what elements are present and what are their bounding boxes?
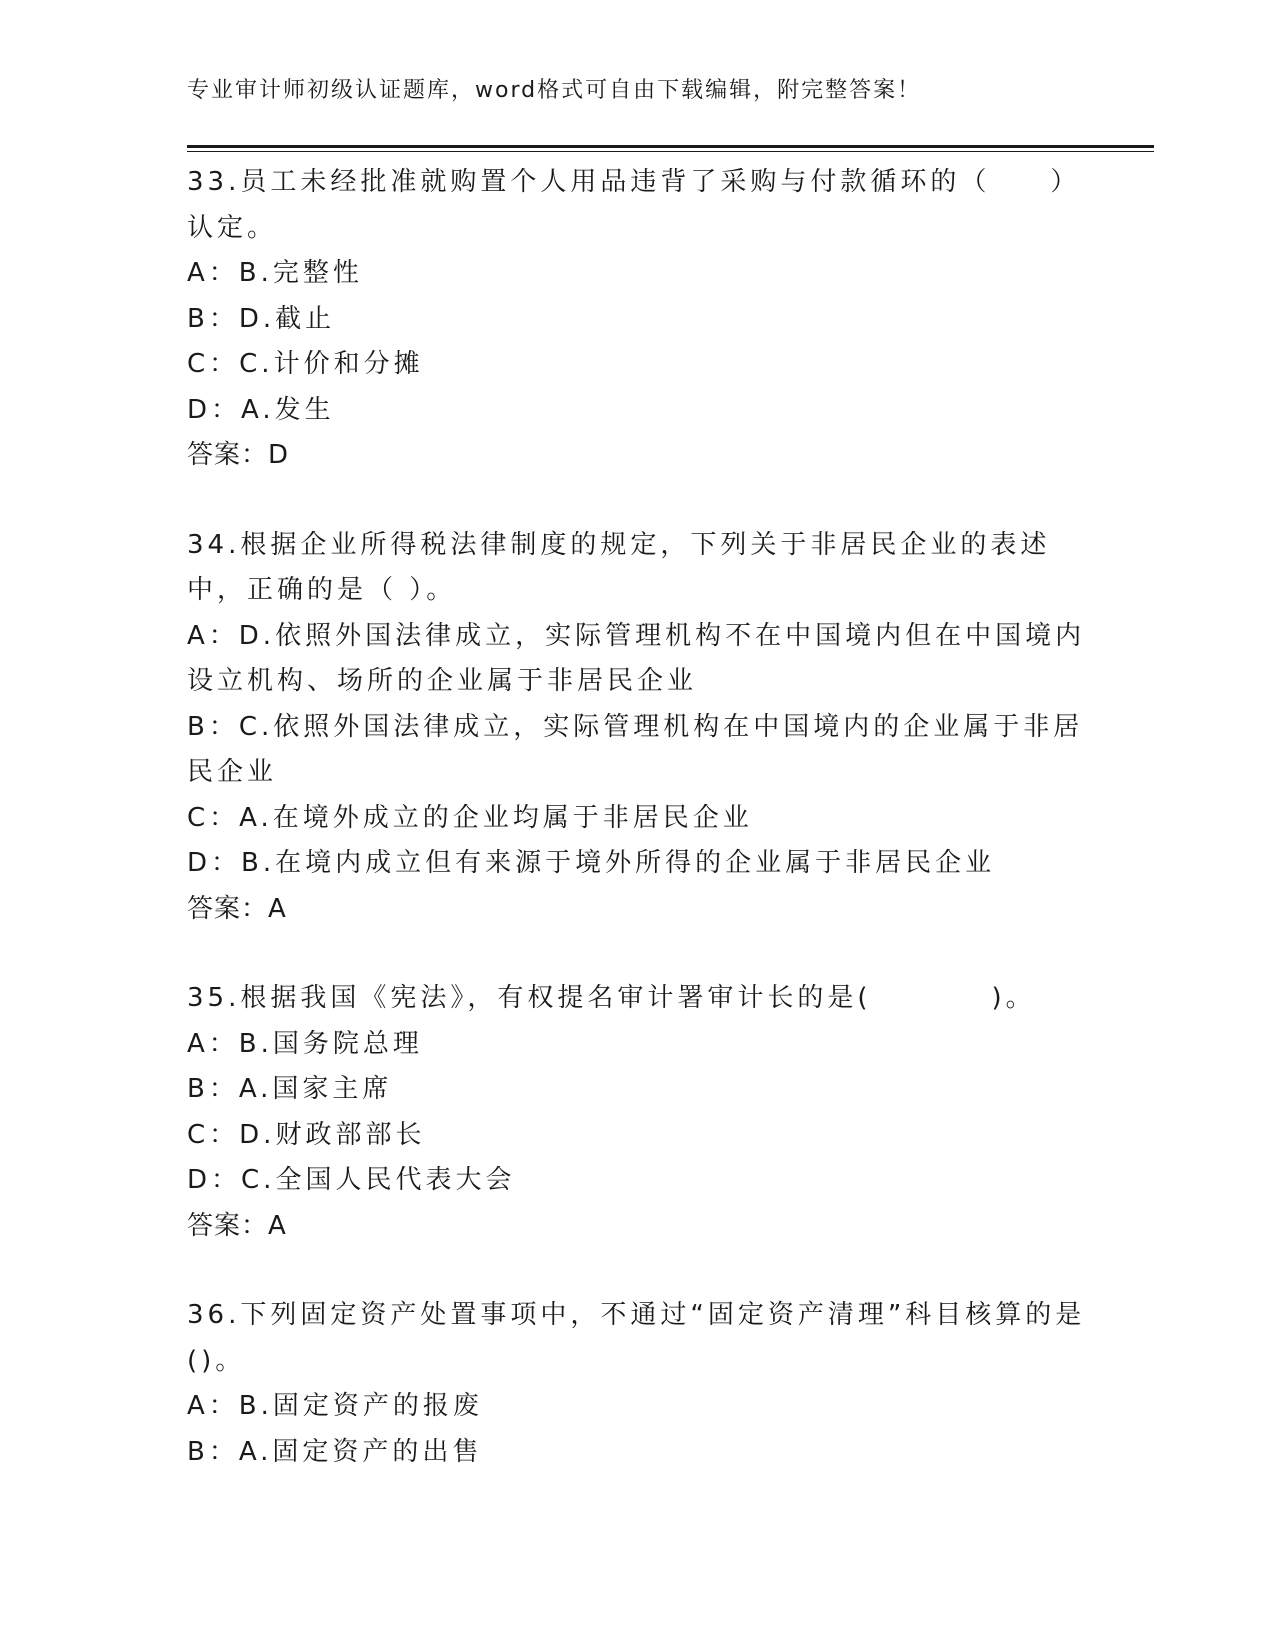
option-c: C：D.财政部部长 <box>187 1119 426 1150</box>
question-text: 33.员工未经批准就购置个人用品违背了采购与付款循环的（ ）认定。 <box>187 167 1081 243</box>
option-b: B：C.依照外国法律成立，实际管理机构在中国境内的企业属于非居民企业 <box>187 711 1084 787</box>
question-text: 35.根据我国《宪法》，有权提名审计署审计长的是( )。 <box>187 983 1036 1013</box>
option-d: D：A.发生 <box>187 394 335 425</box>
question-36 <box>187 1293 1087 1475</box>
option-a: A：B.固定资产的报废 <box>187 1391 483 1421</box>
option-c: C：C.计价和分摊 <box>187 349 424 379</box>
question-35 <box>187 976 1087 1249</box>
option-c: C：A.在境外成立的企业均属于非居民企业 <box>187 802 753 833</box>
page-header: 专业审计师初级认证题库，word格式可自由下载编辑，附完整答案！ <box>187 78 922 103</box>
header-rule-thick <box>187 145 1154 148</box>
question-text: 34.根据企业所得税法律制度的规定，下列关于非居民企业的表述中，正确的是（ ）。 <box>187 529 1051 605</box>
option-b: B：D.截止 <box>187 303 336 334</box>
question-33 <box>187 160 1087 479</box>
question-34 <box>187 523 1087 933</box>
answer: 答案：A <box>187 893 287 924</box>
option-b: B：A.固定资产的出售 <box>187 1436 483 1467</box>
answer: 答案：D <box>187 440 290 470</box>
option-b: B：A.国家主席 <box>187 1074 393 1104</box>
question-text: 36.下列固定资产处置事项中，不通过“固定资产清理”科目核算的是()。 <box>187 1300 1086 1376</box>
header-rule-thin <box>187 151 1154 152</box>
option-a: A：D.依照外国法律成立，实际管理机构不在中国境内但在中国境内设立机构、场所的企业属于非居民企业 <box>187 620 1086 696</box>
option-a: A：B.国务院总理 <box>187 1028 423 1059</box>
option-d: D：C.全国人民代表大会 <box>187 1165 516 1195</box>
answer: 答案：A <box>187 1210 287 1241</box>
question-list <box>187 160 1087 1519</box>
option-a: A：B.完整性 <box>187 258 363 288</box>
option-d: D：B.在境内成立但有来源于境外所得的企业属于非居民企业 <box>187 848 996 878</box>
